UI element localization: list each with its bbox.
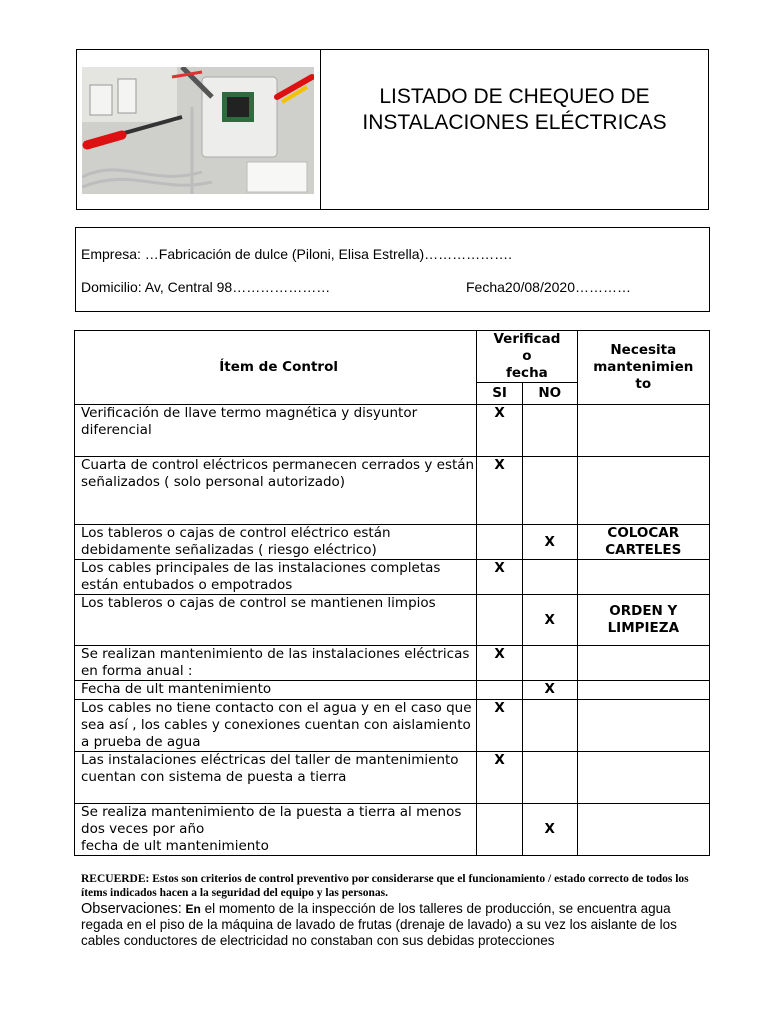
row-necesita bbox=[577, 681, 709, 700]
row-si bbox=[477, 804, 523, 856]
row-item: Las instalaciones eléctricas del taller de mantenimiento cuentan con sistema de puesta a tierra bbox=[75, 752, 477, 804]
observaciones-en: En bbox=[185, 902, 201, 916]
row-no: X bbox=[522, 804, 577, 856]
row-item: Los tableros o cajas de control eléctrico están debidamente señalizadas ( riesgo eléctrico) bbox=[75, 525, 477, 560]
company-info-box bbox=[75, 227, 710, 312]
header-verificado-l1: Verificad bbox=[493, 331, 561, 347]
header-verificado-l2: o bbox=[522, 348, 532, 364]
row-necesita bbox=[577, 752, 709, 804]
observaciones bbox=[81, 901, 713, 949]
row-si bbox=[477, 525, 523, 560]
table-header-row bbox=[75, 331, 710, 383]
row-no: X bbox=[522, 681, 577, 700]
recuerde-note: RECUERDE: Estos son criterios de control preventivo por considerarse que el funcionamiento / estado correcto de todos los ítems indicados hacen a la seguridad del equipo y las personas. bbox=[81, 873, 689, 899]
header-item: Ítem de Control bbox=[75, 331, 477, 405]
electrical-installation-photo bbox=[82, 67, 314, 194]
row-no bbox=[522, 560, 577, 595]
row-item: Cuarta de control eléctricos permanecen cerrados y están señalizados ( solo personal autorizado) bbox=[75, 457, 477, 525]
checklist-table bbox=[74, 330, 710, 856]
empresa-field: Empresa: …Fabricación de dulce (Piloni, Elisa Estrella)………………. bbox=[81, 246, 513, 262]
header-necesita-l3: to bbox=[635, 376, 652, 392]
row-item-text: Se realiza mantenimiento de la puesta a tierra al menos dos veces por año bbox=[81, 804, 462, 837]
table-row bbox=[75, 595, 710, 646]
row-no bbox=[522, 752, 577, 804]
row-no bbox=[522, 457, 577, 525]
row-item: Se realizan mantenimiento de las instalaciones eléctricas en forma anual : bbox=[75, 646, 477, 681]
row-item: Verificación de llave termo magnética y disyuntor diferencial bbox=[75, 405, 477, 457]
header-necesita-l2: mantenimien bbox=[593, 359, 694, 375]
row-si: X bbox=[477, 560, 523, 595]
row-necesita: COLOCAR CARTELES bbox=[577, 525, 709, 560]
observaciones-label: Observaciones: bbox=[81, 901, 182, 917]
table-row bbox=[75, 457, 710, 525]
row-item bbox=[75, 804, 477, 856]
fecha-field: Fecha20/08/2020………… bbox=[466, 279, 631, 295]
row-no bbox=[522, 646, 577, 681]
table-row bbox=[75, 804, 710, 856]
header-image-cell bbox=[77, 50, 321, 209]
table-row bbox=[75, 681, 710, 700]
row-item: Los cables principales de las instalaciones completas están entubados o empotrados bbox=[75, 560, 477, 595]
table-row bbox=[75, 525, 710, 560]
observaciones-text: el momento de la inspección de los talleres de producción, se encuentra agua regada en el piso de la máquina de lavado de frutas (drenaje de lavado) a su vez los aislante de los cables conductores de electricidad no constaban con sus debidas protecciones bbox=[81, 901, 677, 948]
row-si bbox=[477, 595, 523, 646]
table-row bbox=[75, 405, 710, 457]
table-row bbox=[75, 646, 710, 681]
document-header bbox=[76, 49, 709, 210]
row-si: X bbox=[477, 700, 523, 752]
row-item: Fecha de ult mantenimiento bbox=[75, 681, 477, 700]
header-si: SI bbox=[477, 383, 523, 405]
row-necesita bbox=[577, 804, 709, 856]
row-necesita bbox=[577, 560, 709, 595]
row-no bbox=[522, 700, 577, 752]
domicilio-field: Domicilio: Av, Central 98………………… bbox=[81, 279, 331, 295]
row-si: X bbox=[477, 405, 523, 457]
row-necesita bbox=[577, 405, 709, 457]
header-verificado bbox=[477, 331, 577, 383]
row-necesita bbox=[577, 700, 709, 752]
header-verificado-l3: fecha bbox=[506, 365, 548, 381]
row-no: X bbox=[522, 595, 577, 646]
header-no: NO bbox=[522, 383, 577, 405]
table-row bbox=[75, 700, 710, 752]
row-item: Los tableros o cajas de control se mantienen limpios bbox=[75, 595, 477, 646]
row-no: X bbox=[522, 525, 577, 560]
row-necesita bbox=[577, 457, 709, 525]
page-title bbox=[321, 50, 708, 209]
row-si: X bbox=[477, 457, 523, 525]
row-necesita: ORDEN Y LIMPIEZA bbox=[577, 595, 709, 646]
row-item: Los cables no tiene contacto con el agua y en el caso que sea así , los cables y conexiones cuentan con aislamiento a prueba de agua bbox=[75, 700, 477, 752]
row-no bbox=[522, 405, 577, 457]
title-line-1: LISTADO DE CHEQUEO DE bbox=[379, 84, 650, 108]
row-si: X bbox=[477, 752, 523, 804]
title-line-2: INSTALACIONES ELÉCTRICAS bbox=[362, 110, 667, 134]
row-necesita bbox=[577, 646, 709, 681]
table-row bbox=[75, 752, 710, 804]
row-si: X bbox=[477, 646, 523, 681]
row-si bbox=[477, 681, 523, 700]
header-necesita bbox=[577, 331, 709, 405]
row-item-text-2: fecha de ult mantenimiento bbox=[81, 838, 269, 854]
header-necesita-l1: Necesita bbox=[610, 342, 677, 358]
table-row bbox=[75, 560, 710, 595]
